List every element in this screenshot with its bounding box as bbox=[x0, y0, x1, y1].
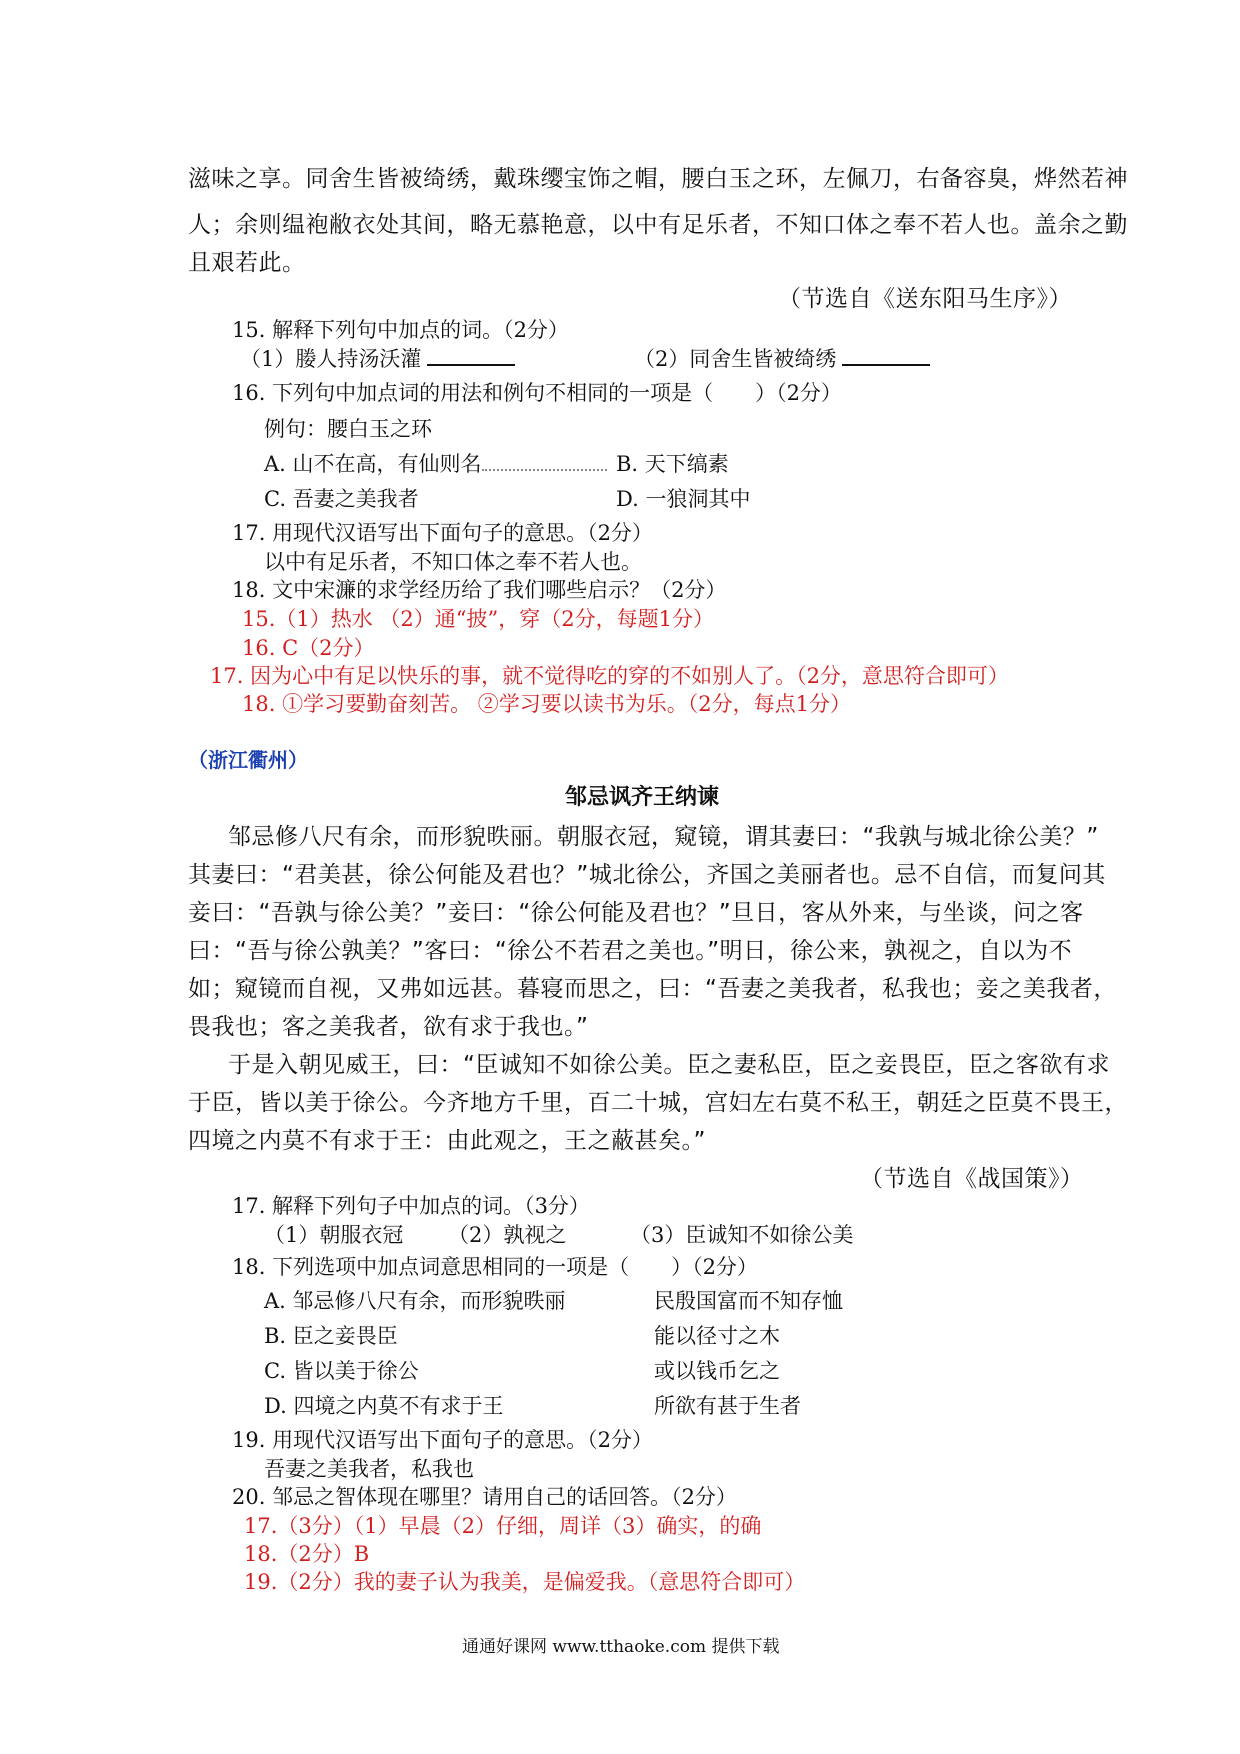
question2-20: 20. 邹忌之智体现在哪里？请用自己的话回答。（2分） bbox=[232, 1485, 737, 1509]
question2-18-option-d-left: D. 四境之内莫不有求于王 bbox=[264, 1394, 504, 1418]
question2-17-item-3: （3）臣诚知不如徐公美 bbox=[630, 1223, 854, 1247]
question-16-example: 例句：腰白玉之环 bbox=[264, 417, 432, 441]
question2-17-item-2: （2）孰视之 bbox=[448, 1223, 567, 1247]
footer-text: 通通好课网 www.tthaoke.com 提供下载 bbox=[462, 1637, 780, 1657]
question-15: 15. 解释下列句中加点的词。（2分） bbox=[232, 318, 569, 342]
question-15-item-1-text: （1）媵人持汤沃灌 bbox=[240, 347, 422, 371]
question-17: 17. 用现代汉语写出下面句子的意思。（2分） bbox=[232, 521, 653, 545]
answer-blank bbox=[427, 346, 515, 366]
question-16: 16. 下列句中加点词的用法和例句不相同的一项是（ ）（2分） bbox=[232, 381, 842, 405]
question2-18-option-a-right: 民殷国富而不知存恤 bbox=[654, 1289, 843, 1313]
passage2-line-8: 于臣，皆以美于徐公。今齐地方千里，百二十城，宫妇左右莫不私王，朝廷之臣莫不畏王， bbox=[188, 1090, 1128, 1116]
region-label: （浙江衢州） bbox=[188, 748, 308, 772]
passage1-line-1: 滋味之享。同舍生皆被绮绣，戴珠缨宝饰之帽，腰白玉之环，左佩刀，右备容臭，烨然若神 bbox=[188, 166, 1128, 192]
passage2-line-1: 邹忌修八尺有余，而形貌昳丽。朝服衣冠，窥镜，谓其妻曰：“我孰与城北徐公美？” bbox=[228, 824, 1099, 850]
passage1-line-3: 且艰若此。 bbox=[188, 250, 306, 276]
answer-15: 15.（1）热水 （2）通“披”，穿（2分，每题1分） bbox=[242, 607, 714, 631]
answer-17: 17. 因为心中有足以快乐的事，就不觉得吃的穿的不如别人了。（2分，意思符合即可） bbox=[210, 664, 1009, 688]
answer-18: 18. ①学习要勤奋刻苦。 ②学习要以读书为乐。（2分，每点1分） bbox=[242, 692, 851, 716]
passage2-title: 邹忌讽齐王纳谏 bbox=[565, 785, 720, 810]
answer2-17: 17.（3分）（1）早晨（2）仔细，周详（3）确实，的确 bbox=[244, 1514, 762, 1538]
question-16-option-d: D. 一狼洞其中 bbox=[616, 487, 751, 511]
answer2-19: 19.（2分）我的妻子认为我美，是偏爱我。（意思符合即可） bbox=[244, 1570, 806, 1594]
question-15-item-2-text: （2）同舍生皆被绮绣 bbox=[634, 347, 837, 371]
question2-18-option-c-right: 或以钱币乞之 bbox=[654, 1359, 780, 1383]
question2-18-option-a-left: A. 邹忌修八尺有余，而形貌昳丽 bbox=[264, 1289, 566, 1313]
question-15-item-2 bbox=[634, 343, 930, 373]
passage2-line-3: 妾曰：“吾孰与徐公美？”妾曰：“徐公何能及君也？”旦日，客从外来，与坐谈，问之客 bbox=[188, 900, 1084, 926]
answer-blank bbox=[842, 346, 930, 366]
passage2-line-5: 如；窥镜而自视，又弗如远甚。暮寝而思之，曰：“吾妻之美我者，私我也；妾之美我者， bbox=[188, 976, 1117, 1002]
passage2-line-6: 畏我也；客之美我者，欲有求于我也。” bbox=[188, 1014, 589, 1040]
passage2-source: （节选自《战国策》） bbox=[860, 1166, 1084, 1192]
question2-18-option-d-right: 所欲有甚于生者 bbox=[654, 1394, 801, 1418]
question2-18-option-b-left: B. 臣之妾畏臣 bbox=[264, 1324, 398, 1348]
passage1-source: （节选自《送东阳马生序》） bbox=[778, 286, 1072, 312]
question-17-sentence: 以中有足乐者，不知口体之奉不若人也。 bbox=[264, 550, 642, 574]
question-18: 18. 文中宋濂的求学经历给了我们哪些启示？（2分） bbox=[232, 578, 727, 602]
passage2-line-7: 于是入朝见威王，曰：“臣诚知不如徐公美。臣之妻私臣，臣之妾畏臣，臣之客欲有求 bbox=[228, 1052, 1110, 1078]
question2-17-item-1: （1）朝服衣冠 bbox=[264, 1223, 404, 1247]
question2-19: 19. 用现代汉语写出下面句子的意思。（2分） bbox=[232, 1428, 653, 1452]
passage2-line-4: 曰：“吾与徐公孰美？”客曰：“徐公不若君之美也。”明日，徐公来，孰视之，自以为不 bbox=[188, 938, 1073, 964]
answer-16: 16. C（2分） bbox=[242, 636, 375, 660]
question-15-item-1 bbox=[240, 343, 515, 373]
question2-19-sentence: 吾妻之美我者，私我也 bbox=[264, 1457, 474, 1481]
question2-18-option-c-left: C. 皆以美于徐公 bbox=[264, 1359, 419, 1383]
question-16-option-c: C. 吾妻之美我者 bbox=[264, 487, 419, 511]
question2-18: 18. 下列选项中加点词意思相同的一项是（ ）（2分） bbox=[232, 1255, 758, 1279]
dotted-leader bbox=[482, 455, 607, 471]
answer2-18: 18.（2分）B bbox=[244, 1542, 370, 1566]
passage2-line-2: 其妻曰：“君美甚，徐公何能及君也？”城北徐公，齐国之美丽者也。忌不自信，而复问其 bbox=[188, 862, 1106, 888]
question-16-option-b: B. 天下缟素 bbox=[616, 452, 729, 476]
question-16-option-a-text: A. 山不在高，有仙则名 bbox=[264, 452, 482, 476]
passage2-line-9: 四境之内莫不有求于王：由此观之，王之蔽甚矣。” bbox=[188, 1128, 706, 1154]
passage1-line-2: 人；余则缊袍敝衣处其间，略无慕艳意，以中有足乐者，不知口体之奉不若人也。盖余之勤 bbox=[188, 212, 1128, 238]
question2-17: 17. 解释下列句子中加点的词。（3分） bbox=[232, 1194, 590, 1218]
question2-18-option-b-right: 能以径寸之木 bbox=[654, 1324, 780, 1348]
question-16-option-a bbox=[264, 448, 607, 478]
